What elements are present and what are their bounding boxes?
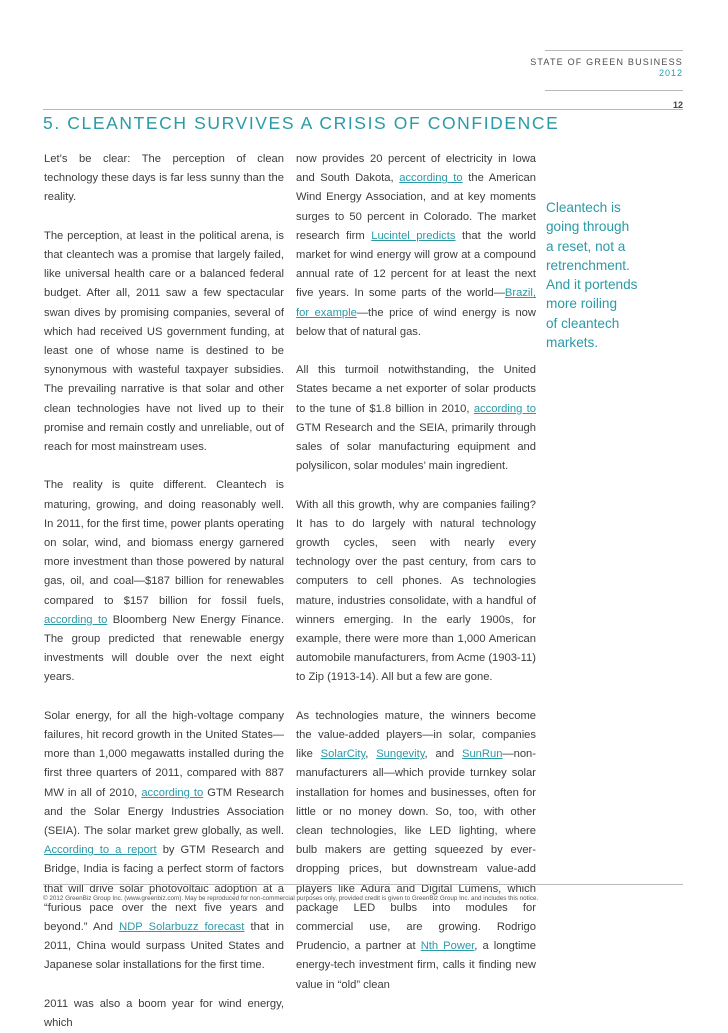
paragraph: now provides 20 percent of electricity in Iowa and South Dakota, according to the American Wind Energy Association, and at key moments surges to 50 percent in Colorado. The market research firm Lucintel predicts that the world market for wind energy will grow at a compound annual rate of 12 percent for at least the next five years. In some parts of the world—Brazil, for example—the price of wind energy is now below that of natural gas. — [296, 153, 537, 338]
paragraph: As technologies mature, the winners become the value-added players—in solar, companies like SolarCity, Sungevity, and SunRun—non-manufacturers all—which provide turnkey solar installation for homes and businesses, often for little or no money down. So, too, with other clean technologies, like LED lighting, where bulb makers are getting squeezed by ever-dropping prices, but downstream value-add players like Adura and Digital Lumens, which package LED bulbs into modules for commercial use, are growing. Rodrigo Prudencio, a partner at Nth Power, a longtime energy-tech investment firm, calls it finding new value in “old” clean — [296, 709, 537, 991]
according-to-link[interactable]: according to — [473, 402, 536, 415]
paragraph: With all this growth, why are companies failing? It has to do largely with natural technology growth cycles, seen with nearly every technology over the past century, from cars to computers to cell phones. As technologies mature, industries consolidate, with a handful of winners emerging. In the early 1900s, for example, there were more than 1,000 American automobile manufacturers, from Acme (1903-11) to Zip (1913-14). All but a few are gone. — [296, 498, 536, 684]
title-rule — [43, 109, 683, 110]
pull-quote — [546, 198, 686, 352]
pull-quote-line: a reset, not a — [546, 238, 626, 254]
ndp-solarbuzz-forecast-link[interactable]: NDP Solarbuzz forecast — [119, 921, 245, 934]
according-to-link[interactable]: according to — [44, 613, 108, 626]
header-top-rule — [545, 50, 683, 51]
pull-quote-line: Cleantech is — [546, 200, 621, 215]
sunrun-link[interactable]: SunRun — [461, 748, 503, 761]
paragraph: The perception, at least in the political arena, is that cleantech was a promise that largely failed, like universal health care or a balanced federal budget. After all, 2011 saw a few spectacular swan dives by promising companies, several of which had received US government funding, at least one of whose name is destined to be synonymous with wasteful taxpayer subsidies. The prevailing narrative is that solar and other clean technologies have not lived up to their promise and remain costly and unreliable, out of reach for most mainstream uses. — [44, 229, 284, 454]
paragraph: Let’s be clear: The perception of clean technology these days is far less sunny than the reality. — [44, 153, 284, 204]
brazil-for-example-link[interactable]: Brazil, for example — [296, 287, 536, 319]
pull-quote-line: And it portends — [546, 277, 638, 293]
paragraph: 2011 was also a boom year for wind energy, which — [44, 997, 284, 1030]
solarcity-link[interactable]: SolarCity — [320, 748, 366, 761]
section-title: 5. CLEANTECH SURVIVES A CRISIS OF CONFIDENCE — [43, 113, 560, 133]
paragraph: Solar energy, for all the high-voltage company failures, hit record growth in the United States—more than 1,000 megawatts installed during the first three quarters of 2011, compared with 887 MW in all of 2010, according to GTM Research and the Solar Energy Industries Association (SEIA). The solar market grew globally, as well. According to a report by GTM Research and Bridge, India is facing a perfect storm of factors that will drive solar photovoltaic adoption at a “furious pace over the next five years and beyond.” And NDP Solarbuzz forecast that in 2011, China would surpass United States and Japanese solar installations for the first time. — [44, 709, 285, 972]
copyright-notice: © 2012 GreenBiz Group Inc. (www.greenbiz.com). May be reproduced for non-commercial purposes only, provided credit is given to GreenBiz Group Inc. and includes this notice. — [43, 895, 539, 902]
pull-quote-line: of cleantech — [546, 315, 620, 331]
according-to-report-link[interactable]: According to a report — [44, 844, 157, 857]
publication-name: STATE OF GREEN BUSINESS — [530, 57, 683, 67]
pull-quote-line: markets. — [546, 335, 599, 351]
body-column-right — [296, 150, 536, 995]
header-bottom-rule — [545, 90, 683, 91]
sungevity-link[interactable]: Sungevity — [376, 748, 425, 761]
pull-quote-line: retrenchment. — [546, 257, 630, 273]
publication-year: 2012 — [658, 68, 683, 78]
nth-power-link[interactable]: Nth Power — [420, 940, 475, 953]
paragraph: The reality is quite different. Cleantech is maturing, growing, and doing reasonably well. In 2011, for the first time, power plants operating on solar, wind, and biomass energy garnered more investment than those powered by natural gas, oil, and coal—$187 billion for renewables compared to $157 billion for fossil fuels, according to Bloomberg New Energy Finance. The group predicted that renewable energy investments will double over the next eight years. — [44, 479, 285, 684]
lucintel-predicts-link[interactable]: Lucintel predicts — [371, 229, 456, 242]
according-to-link[interactable]: according to — [141, 786, 204, 799]
according-to-link[interactable]: according to — [399, 172, 463, 185]
pull-quote-line: more roiling — [546, 296, 618, 312]
footer-rule — [43, 884, 683, 885]
paragraph: All this turmoil notwithstanding, the United States became a net exporter of solar products to the tune of $1.8 billion in 2010, according to GTM Research and the SEIA, primarily through sales of solar manufacturing equipment and polysilicon, solar modules’ main ingredient. — [296, 364, 536, 473]
page-number: 12 — [672, 100, 683, 110]
pull-quote-line: going through — [546, 219, 630, 235]
